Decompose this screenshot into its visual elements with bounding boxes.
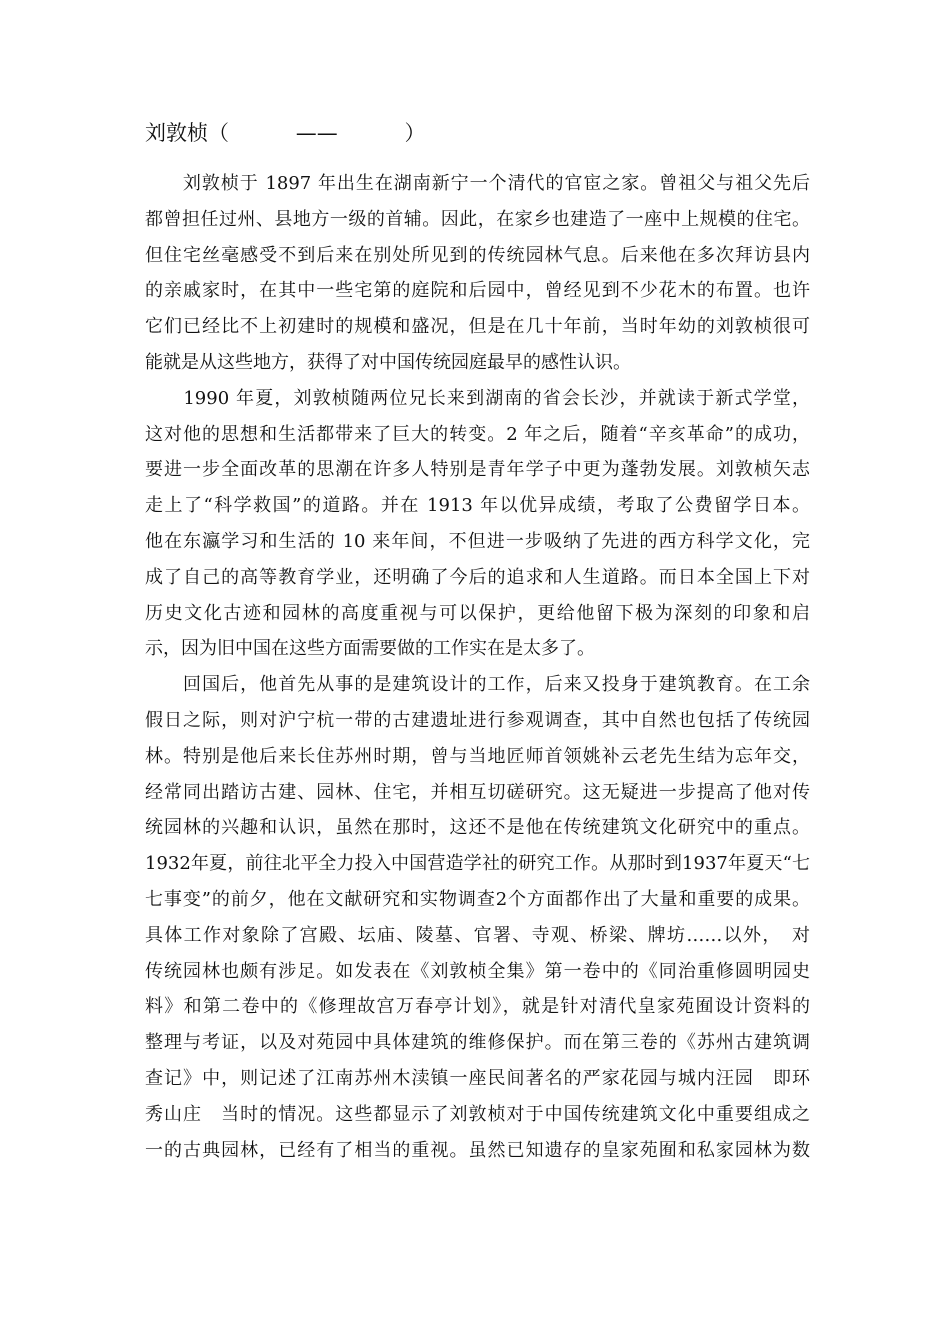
text-line: 传统园林也颇有涉足。如发表在《刘敦桢全集》第一卷中的《同治重修圆明园史 xyxy=(145,960,810,982)
text-line: 这对他的思想和生活都带来了巨大的转变。2 年之后，随着“辛亥革命”的成功， xyxy=(145,423,810,445)
text-line: 整理与考证，以及对苑园中具体建筑的维修保护。而在第三卷的《苏州古建筑调 xyxy=(145,1032,810,1054)
text-line: 能就是从这些地方，获得了对中国传统园庭最早的感性认识。 xyxy=(145,351,631,373)
text-line: 料》和第二卷中的《修理故宫万春亭计划》，就是针对清代皇家苑囿设计资料的 xyxy=(145,996,810,1018)
text-line: 查记》中，则记述了江南苏州木渎镇一座民间著名的严家花园与城内汪园 即环 xyxy=(145,1067,810,1089)
text-line: 林。特别是他后来长住苏州时期，曾与当地匠师首领姚补云老先生结为忘年交， xyxy=(145,745,810,767)
text-line: 经常同出踏访古建、园林、住宅，并相互切磋研究。这无疑进一步提高了他对传 xyxy=(145,781,810,803)
text-line: 刘敦桢于 1897 年出生在湖南新宁一个清代的官宦之家。曾祖父与祖父先后 xyxy=(145,173,810,194)
text-line: 都曾担任过州、县地方一级的首辅。因此，在家乡也建造了一座中上规模的住宅。 xyxy=(145,208,810,230)
text-line: 假日之际，则对沪宁杭一带的古建遗址进行参观调查，其中自然也包括了传统园 xyxy=(145,709,810,731)
text-line: 但住宅丝毫感受不到后来在别处所见到的传统园林气息。后来他在多次拜访县内 xyxy=(145,244,810,266)
text-line: 回国后，他首先从事的是建筑设计的工作，后来又投身于建筑教育。在工余 xyxy=(145,674,810,696)
text-line: 它们已经比不上初建时的规模和盛况，但是在几十年前，当时年幼的刘敦桢很可 xyxy=(145,316,810,338)
text-line: 历史文化古迹和园林的高度重视与可以保护，更给他留下极为深刻的印象和启 xyxy=(145,602,810,624)
page-title: 刘敦桢（ —— ） xyxy=(145,121,426,145)
body-text xyxy=(145,166,810,1168)
text-line: 走上了“科学救国”的道路。并在 1913 年以优异成绩，考取了公费留学日本。 xyxy=(145,495,810,517)
text-line: 1990 年夏，刘敦桢随两位兄长来到湖南的省会长沙，并就读于新式学堂， xyxy=(145,387,810,409)
text-line: 成了自己的高等教育学业，还明确了今后的追求和人生道路。而日本全国上下对 xyxy=(145,566,810,588)
text-line: 一的古典园林，已经有了相当的重视。虽然已知遗存的皇家苑囿和私家园林为数 xyxy=(145,1139,810,1161)
text-line: 秀山庄 当时的情况。这些都显示了刘敦桢对于中国传统建筑文化中重要组成之 xyxy=(145,1103,810,1125)
text-line: 的亲戚家时，在其中一些宅第的庭院和后园中，曾经见到不少花木的布置。也许 xyxy=(145,280,810,302)
text-line: 七事变”的前夕，他在文献研究和实物调查2个方面都作出了大量和重要的成果。 xyxy=(145,888,810,910)
text-line: 他在东瀛学习和生活的 10 来年间，不但进一步吸纳了先进的西方科学文化，完 xyxy=(145,530,810,552)
text-line: 具体工作对象除了宫殿、坛庙、陵墓、官署、寺观、桥梁、牌坊……以外， 对 xyxy=(145,924,810,946)
text-line: 示，因为旧中国在这些方面需要做的工作实在是太多了。 xyxy=(145,638,595,660)
text-line: 统园林的兴趣和认识，虽然在那时，这还不是他在传统建筑文化研究中的重点。 xyxy=(145,817,810,839)
text-line: 1932年夏，前往北平全力投入中国营造学社的研究工作。从那时到1937年夏天“七 xyxy=(145,853,810,875)
text-line: 要进一步全面改革的思潮在许多人特别是青年学子中更为蓬勃发展。刘敦桢矢志 xyxy=(145,459,810,481)
